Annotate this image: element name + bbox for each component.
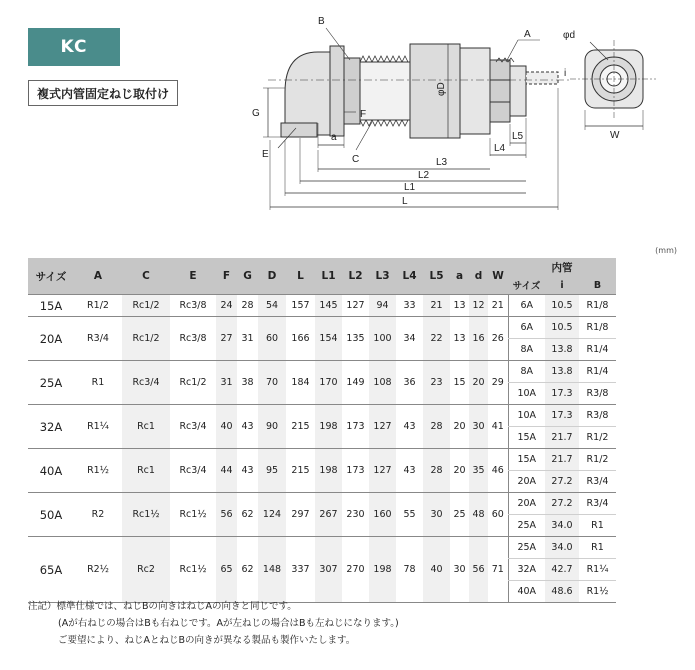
- table-header-cell: F: [216, 258, 237, 295]
- value-cell: 28: [423, 449, 450, 493]
- table-row: [28, 295, 616, 317]
- inner-pipe-cell: 21.7: [545, 427, 579, 449]
- value-cell: 95: [258, 449, 286, 493]
- inner-pipe-cell: 25A: [508, 537, 545, 559]
- value-cell: 31: [216, 361, 237, 405]
- value-cell: 307: [315, 537, 342, 603]
- value-cell: 62: [237, 537, 258, 603]
- value-cell: 44: [216, 449, 237, 493]
- value-cell: 71: [488, 537, 508, 603]
- value-cell: 27: [216, 317, 237, 361]
- inner-pipe-cell: 20A: [508, 471, 545, 493]
- table-header-cell: C: [122, 258, 170, 295]
- svg-text:L: L: [402, 196, 408, 207]
- value-cell: 60: [488, 493, 508, 537]
- value-cell: 26: [488, 317, 508, 361]
- value-cell: 46: [488, 449, 508, 493]
- table-header-cell: L4: [396, 258, 423, 295]
- table-header-cell: L1: [315, 258, 342, 295]
- svg-text:G: G: [252, 108, 260, 119]
- value-cell: 16: [469, 317, 488, 361]
- value-cell: 56: [216, 493, 237, 537]
- value-cell: 43: [237, 449, 258, 493]
- value-cell: 56: [469, 537, 488, 603]
- svg-text:E: E: [262, 149, 269, 160]
- inner-pipe-cell: R1/8: [579, 317, 616, 339]
- inner-pipe-cell: 34.0: [545, 537, 579, 559]
- inner-pipe-cell: 10A: [508, 383, 545, 405]
- value-cell: 48: [469, 493, 488, 537]
- value-cell: 28: [237, 295, 258, 317]
- inner-pipe-cell: 27.2: [545, 493, 579, 515]
- value-cell: 149: [342, 361, 369, 405]
- inner-pipe-cell: 40A: [508, 581, 545, 603]
- table-row: [28, 405, 616, 427]
- value-cell: 33: [396, 295, 423, 317]
- svg-text:W: W: [610, 130, 620, 141]
- value-cell: 13: [450, 317, 469, 361]
- value-cell: 124: [258, 493, 286, 537]
- technical-drawing: [0, 0, 695, 240]
- value-cell: 127: [369, 405, 396, 449]
- value-cell: 25: [450, 493, 469, 537]
- inner-pipe-cell: 48.6: [545, 581, 579, 603]
- value-cell: R1/2: [74, 295, 122, 317]
- value-cell: 135: [342, 317, 369, 361]
- value-cell: 55: [396, 493, 423, 537]
- value-cell: R1½: [74, 449, 122, 493]
- size-cell: 20A: [28, 317, 74, 361]
- table-row: [28, 493, 616, 515]
- value-cell: 157: [286, 295, 315, 317]
- size-cell: 65A: [28, 537, 74, 603]
- inner-pipe-cell: 32A: [508, 559, 545, 581]
- inner-pipe-cell: R1/4: [579, 361, 616, 383]
- value-cell: Rc1: [122, 405, 170, 449]
- inner-pipe-cell: 17.3: [545, 405, 579, 427]
- svg-text:φd: φd: [563, 30, 576, 41]
- value-cell: 198: [369, 537, 396, 603]
- inner-pipe-cell: R1½: [579, 581, 616, 603]
- svg-text:a: a: [331, 132, 337, 143]
- inner-pipe-cell: 13.8: [545, 339, 579, 361]
- inner-pipe-cell: R3/4: [579, 493, 616, 515]
- svg-text:φD: φD: [436, 82, 447, 96]
- value-cell: 21: [488, 295, 508, 317]
- value-cell: Rc1/2: [122, 295, 170, 317]
- size-cell: 25A: [28, 361, 74, 405]
- value-cell: 22: [423, 317, 450, 361]
- svg-text:F: F: [360, 109, 367, 120]
- value-cell: 38: [237, 361, 258, 405]
- value-cell: 13: [450, 295, 469, 317]
- value-cell: 198: [315, 405, 342, 449]
- value-cell: Rc3/4: [170, 449, 216, 493]
- value-cell: R1¼: [74, 405, 122, 449]
- table-header-cell: サイズ: [28, 258, 74, 295]
- value-cell: 20: [469, 361, 488, 405]
- value-cell: 94: [369, 295, 396, 317]
- svg-text:C: C: [352, 154, 360, 165]
- inner-pipe-cell: 6A: [508, 295, 545, 317]
- inner-pipe-cell: 15A: [508, 449, 545, 471]
- value-cell: Rc2: [122, 537, 170, 603]
- value-cell: 198: [315, 449, 342, 493]
- table-header-cell: d: [469, 258, 488, 295]
- inner-pipe-cell: 17.3: [545, 383, 579, 405]
- inner-pipe-cell: R1¼: [579, 559, 616, 581]
- svg-text:i: i: [564, 68, 567, 79]
- table-header-cell: W: [488, 258, 508, 295]
- value-cell: 215: [286, 449, 315, 493]
- inner-pipe-cell: 34.0: [545, 515, 579, 537]
- value-cell: Rc1/2: [122, 317, 170, 361]
- value-cell: 173: [342, 405, 369, 449]
- svg-text:L1: L1: [404, 182, 416, 193]
- value-cell: Rc1½: [170, 537, 216, 603]
- inner-pipe-cell: 42.7: [545, 559, 579, 581]
- value-cell: R3/4: [74, 317, 122, 361]
- table-header-cell: D: [258, 258, 286, 295]
- table-header-cell: E: [170, 258, 216, 295]
- value-cell: 36: [396, 361, 423, 405]
- value-cell: Rc3/4: [122, 361, 170, 405]
- value-cell: 154: [315, 317, 342, 361]
- value-cell: 270: [342, 537, 369, 603]
- inner-pipe-cell: R1/4: [579, 339, 616, 361]
- value-cell: 40: [216, 405, 237, 449]
- inner-pipe-header: 内管: [508, 258, 616, 277]
- inner-pipe-cell: 10A: [508, 405, 545, 427]
- inner-pipe-cell: 8A: [508, 361, 545, 383]
- value-cell: 41: [488, 405, 508, 449]
- size-cell: 50A: [28, 493, 74, 537]
- inner-pipe-cell: R1/8: [579, 295, 616, 317]
- value-cell: 62: [237, 493, 258, 537]
- size-cell: 15A: [28, 295, 74, 317]
- product-code-badge: KC: [28, 28, 120, 66]
- table-header-cell: A: [74, 258, 122, 295]
- svg-text:A: A: [524, 29, 531, 40]
- inner-pipe-cell: 10.5: [545, 295, 579, 317]
- value-cell: 337: [286, 537, 315, 603]
- inner-pipe-cell: 21.7: [545, 449, 579, 471]
- value-cell: 29: [488, 361, 508, 405]
- value-cell: 28: [423, 405, 450, 449]
- value-cell: 30: [469, 405, 488, 449]
- inner-sub-header-cell: B: [579, 277, 616, 295]
- value-cell: 35: [469, 449, 488, 493]
- spec-table: [28, 258, 616, 603]
- svg-text:B: B: [318, 16, 325, 27]
- inner-pipe-cell: 27.2: [545, 471, 579, 493]
- inner-pipe-cell: 20A: [508, 493, 545, 515]
- product-subtitle: 複式内管固定ねじ取付け: [28, 80, 178, 106]
- notes: [28, 598, 399, 649]
- value-cell: 12: [469, 295, 488, 317]
- value-cell: 20: [450, 449, 469, 493]
- inner-pipe-cell: 25A: [508, 515, 545, 537]
- value-cell: 166: [286, 317, 315, 361]
- value-cell: Rc3/8: [170, 317, 216, 361]
- value-cell: 108: [369, 361, 396, 405]
- value-cell: 60: [258, 317, 286, 361]
- inner-pipe-cell: R1: [579, 537, 616, 559]
- value-cell: Rc3/4: [170, 405, 216, 449]
- value-cell: R2½: [74, 537, 122, 603]
- inner-pipe-cell: 10.5: [545, 317, 579, 339]
- table-row: [28, 317, 616, 339]
- value-cell: 20: [450, 405, 469, 449]
- inner-sub-header-cell: サイズ: [508, 277, 545, 295]
- note-line: (Aが右ねじの場合はBも右ねじです。Aが左ねじの場合はBも左ねじになります。): [58, 618, 399, 629]
- table-header-cell: G: [237, 258, 258, 295]
- value-cell: 170: [315, 361, 342, 405]
- unit-label: (mm): [655, 246, 677, 255]
- note-line: ご要望により、ねじAとねじBの向きが異なる製品も製作いたします。: [58, 635, 356, 646]
- inner-pipe-cell: 15A: [508, 427, 545, 449]
- value-cell: 267: [315, 493, 342, 537]
- value-cell: 43: [237, 405, 258, 449]
- value-cell: 30: [450, 537, 469, 603]
- value-cell: 160: [369, 493, 396, 537]
- value-cell: 90: [258, 405, 286, 449]
- note-line: 注記）標準仕様では、ねじBの向きはねじAの向きと同じです。: [28, 601, 297, 612]
- value-cell: 127: [342, 295, 369, 317]
- value-cell: 40: [423, 537, 450, 603]
- value-cell: Rc3/8: [170, 295, 216, 317]
- value-cell: Rc1½: [122, 493, 170, 537]
- value-cell: 24: [216, 295, 237, 317]
- value-cell: 100: [369, 317, 396, 361]
- table-row: [28, 449, 616, 471]
- value-cell: 54: [258, 295, 286, 317]
- inner-pipe-cell: R3/8: [579, 405, 616, 427]
- size-cell: 32A: [28, 405, 74, 449]
- value-cell: 43: [396, 449, 423, 493]
- value-cell: Rc1/2: [170, 361, 216, 405]
- inner-pipe-cell: R3/4: [579, 471, 616, 493]
- value-cell: 145: [315, 295, 342, 317]
- value-cell: 43: [396, 405, 423, 449]
- value-cell: 78: [396, 537, 423, 603]
- value-cell: R1: [74, 361, 122, 405]
- value-cell: 184: [286, 361, 315, 405]
- value-cell: 30: [423, 493, 450, 537]
- inner-pipe-cell: R1/2: [579, 449, 616, 471]
- value-cell: 65: [216, 537, 237, 603]
- inner-sub-header-cell: i: [545, 277, 579, 295]
- value-cell: 230: [342, 493, 369, 537]
- value-cell: 15: [450, 361, 469, 405]
- value-cell: 23: [423, 361, 450, 405]
- value-cell: 173: [342, 449, 369, 493]
- value-cell: 297: [286, 493, 315, 537]
- value-cell: 215: [286, 405, 315, 449]
- value-cell: 34: [396, 317, 423, 361]
- table-header-cell: L: [286, 258, 315, 295]
- svg-text:L5: L5: [512, 131, 524, 142]
- table-header-cell: L3: [369, 258, 396, 295]
- value-cell: 70: [258, 361, 286, 405]
- table-header-cell: a: [450, 258, 469, 295]
- value-cell: 148: [258, 537, 286, 603]
- svg-text:L3: L3: [436, 157, 448, 168]
- size-cell: 40A: [28, 449, 74, 493]
- value-cell: R2: [74, 493, 122, 537]
- value-cell: 127: [369, 449, 396, 493]
- value-cell: Rc1: [122, 449, 170, 493]
- table-header-cell: L5: [423, 258, 450, 295]
- inner-pipe-cell: R1: [579, 515, 616, 537]
- inner-pipe-cell: R1/2: [579, 427, 616, 449]
- inner-pipe-cell: 13.8: [545, 361, 579, 383]
- value-cell: 21: [423, 295, 450, 317]
- inner-pipe-cell: 6A: [508, 317, 545, 339]
- svg-text:L2: L2: [418, 170, 430, 181]
- table-header-cell: L2: [342, 258, 369, 295]
- table-row: [28, 537, 616, 559]
- inner-pipe-cell: 8A: [508, 339, 545, 361]
- inner-pipe-cell: R3/8: [579, 383, 616, 405]
- table-row: [28, 361, 616, 383]
- svg-text:L4: L4: [494, 143, 506, 154]
- value-cell: 31: [237, 317, 258, 361]
- value-cell: Rc1½: [170, 493, 216, 537]
